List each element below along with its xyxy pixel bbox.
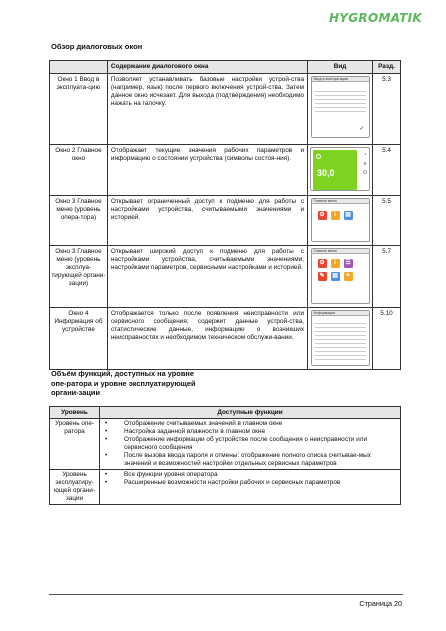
operator-menu-thumbnail — [311, 198, 370, 242]
window-description: Отображается только после появления неисправности или сервисного сообщения; содержит данные устрой-ства, статистические данные, информацию о возникших неисправностях и необходимом техническом обслужи-вании. — [107, 308, 307, 370]
window-description: Открывает ограниченный доступ к подменю для работы с настройками устройства, считываемыми значениями и историей. — [107, 196, 307, 246]
humidity-value: 30,0 — [317, 168, 335, 178]
tools-tile-icon: ✦ — [345, 273, 351, 279]
logo-part2: MATIK — [378, 11, 422, 25]
section-ref: 5.5 — [373, 196, 401, 246]
window-name: Окно 4 Информация об устройстве — [50, 308, 108, 370]
functions-list — [103, 420, 397, 468]
header-level: Уровень — [50, 407, 100, 419]
table-row — [50, 145, 401, 196]
window-preview — [308, 246, 373, 308]
window-preview — [308, 196, 373, 246]
main-screen-thumbnail — [310, 147, 370, 191]
section-ref: 5.4 — [373, 145, 401, 196]
list-item: • Настройка заданной влажности в главном окне — [103, 428, 397, 436]
humidity-panel — [313, 150, 357, 190]
list-item: • Отображение считываемых значений в главном окне — [103, 420, 397, 428]
header-section: Разд. — [373, 61, 401, 74]
menu-tiles — [318, 211, 353, 220]
info-tile-icon: i — [331, 259, 340, 268]
header-window — [50, 61, 108, 74]
page-number: Страница 20 — [359, 599, 402, 608]
device-info-thumbnail — [311, 310, 370, 366]
functions-list — [103, 471, 397, 487]
window-preview — [308, 74, 373, 145]
screen-title: Ввод в эксплуатацию — [312, 77, 369, 82]
table-row — [50, 196, 401, 246]
window-description: Позволяет устанавливать базовые настройки устрой-ства (например, язык) после первого включения устрой-ства. Затем данное окно исчезает. Для выхода (подтверждения) необходимо нажать на галочку. — [107, 74, 307, 145]
operator-org-menu-thumbnail — [311, 248, 370, 304]
menu-tiles — [318, 259, 353, 281]
window-description: Отображает текущие значения рабочих параметров и информацию о состоянии устройства (символы состоя-ния). — [107, 145, 307, 196]
side-icons: ◔ ≡ ⏻ — [363, 152, 368, 176]
functions-cell — [100, 470, 401, 505]
parameters-tile-icon: ☰ — [345, 260, 351, 266]
table-row — [50, 419, 401, 470]
section-ref: 5.7 — [373, 246, 401, 308]
window-name: Окно 3 Главное меню (уровень эксплуа-тирующей органи-зации) — [50, 246, 108, 308]
function-scope-table — [49, 406, 401, 505]
section1-title: Обзор диалоговых окон — [51, 42, 143, 51]
table-row — [50, 308, 401, 370]
table-row — [50, 74, 401, 145]
list-item: • Расширенные возможности настройки рабочих и сервисных параметров — [103, 479, 397, 487]
functions-cell — [100, 419, 401, 470]
level-name: Уровень опе-ратора — [50, 419, 100, 470]
table-header-row — [50, 61, 401, 74]
level-name: Уровень эксплуатиру-ющей органи-зации — [50, 470, 100, 505]
window-description: Открывает широкий доступ к подменю для работы с настройками устройства, считываемыми значениями, настройками параметров, сервисными настройками и историей. — [107, 246, 307, 308]
screen-title: Главное меню — [312, 249, 369, 254]
section-ref: 5.3 — [373, 74, 401, 145]
brand-logo — [329, 11, 422, 25]
table-row — [50, 470, 401, 505]
header-content: Содержание диалогового окна — [107, 61, 307, 74]
window-name: Окно 3 Главное меню (уровень опера-тора) — [50, 196, 108, 246]
settings-tile-icon: ⚙ — [319, 260, 325, 266]
section2-title: Объём функций, доступных на уровне опе-ратора и уровне эксплуатирующей органи-зации — [51, 369, 196, 397]
list-item: • Все функции уровня оператора — [103, 471, 397, 479]
window-name: Окно 2 Главное окно — [50, 145, 108, 196]
history-tile-icon: ▤ — [332, 273, 338, 279]
footer-divider — [49, 594, 403, 595]
commissioning-screen-thumbnail — [311, 76, 370, 138]
screen-title: Главное меню — [312, 199, 369, 204]
window-name: Окно 1 Ввод в эксплуата-цию — [50, 74, 108, 145]
header-functions: Доступные функции — [100, 407, 401, 419]
info-tile-icon: i — [331, 211, 340, 220]
settings-tile-icon: ⚙ — [319, 212, 325, 218]
checkmark-icon: ✓ — [359, 126, 365, 132]
status-icon — [316, 154, 321, 159]
dialog-windows-table — [49, 60, 401, 370]
header-view: Вид — [308, 61, 373, 74]
list-item: • После вызова ввода пароля и отмены: отображение полного списка считывае-мых значений и возможностей настройки отдельных сервисных параметров — [103, 452, 397, 468]
table-header-row — [50, 407, 401, 419]
list-item: • Отображение информации об устройстве после сообщения о неисправности или сервисного сообщения — [103, 436, 397, 452]
service-tile-icon: ✎ — [319, 273, 325, 279]
window-preview — [308, 145, 373, 196]
window-preview — [308, 308, 373, 370]
logo-part1: HYGRO — [328, 11, 379, 25]
history-tile-icon: ▤ — [345, 212, 351, 218]
screen-title: Информация — [312, 311, 369, 316]
section-ref: 5.10 — [373, 308, 401, 370]
table-row — [50, 246, 401, 308]
